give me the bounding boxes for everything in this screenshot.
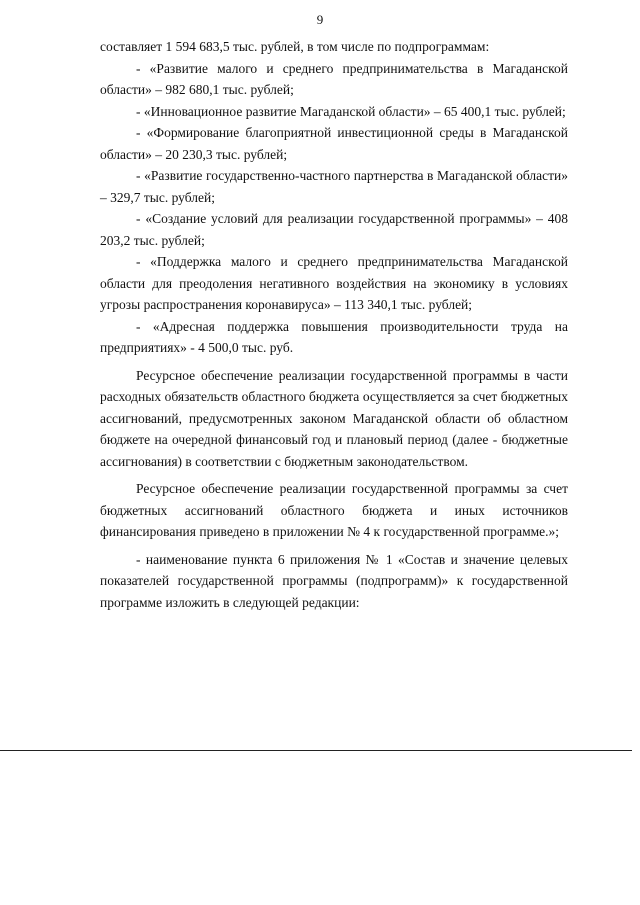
list-item: - «Адресная поддержка повышения производительности труда на предприятиях» - 4 500,0 тыс. руб. [100,318,568,355]
list-item: - «Развитие малого и среднего предпринимательства в Магаданской области» – 982 680,1 тыс. рублей; [100,60,568,97]
list-item: - «Инновационное развитие Магаданской области» – 65 400,1 тыс. рублей; [136,103,566,119]
document-body [100,36,568,613]
paragraph: Ресурсное обеспечение реализации государственной программы за счет бюджетных ассигнований областного бюджета и иных источников финансирования приведено в приложении № 4 к государственной программе.»; [100,481,568,539]
list-item: - «Формирование благоприятной инвестиционной среды в Магаданской области» – 20 230,3 тыс. рублей; [100,125,568,162]
paragraph: Ресурсное обеспечение реализации государственной программы в части расходных обязательств областного бюджета осуществляется за счет бюджетных ассигнований, предусмотренных законом Магаданской области об областном бюджете на очередной финансовый год и плановый период (далее - бюджетные ассигнования) в соответствии с бюджетным законодательством. [100,367,568,469]
page-number: 9 [316,12,324,27]
paragraph: - наименование пункта 6 приложения № 1 «Состав и значение целевых показателей государственной программы (подпрограмм)» к государственной программе изложить в следующей редакции: [100,551,568,610]
horizontal-divider [0,750,632,751]
paragraph: составляет 1 594 683,5 тыс. рублей, в том числе по подпрограммам: [100,39,490,54]
list-item: - «Поддержка малого и среднего предпринимательства Магаданской области для преодоления негативного воздействия на экономику в условиях угрозы распространения коронавируса» – 113 340,1 тыс. рублей; [100,254,568,312]
list-item: - «Развитие государственно-частного партнерства в Магаданской области» – 329,7 тыс. рублей; [100,168,568,205]
list-item: - «Создание условий для реализации государственной программы» – 408 203,2 тыс. рублей; [100,211,568,248]
